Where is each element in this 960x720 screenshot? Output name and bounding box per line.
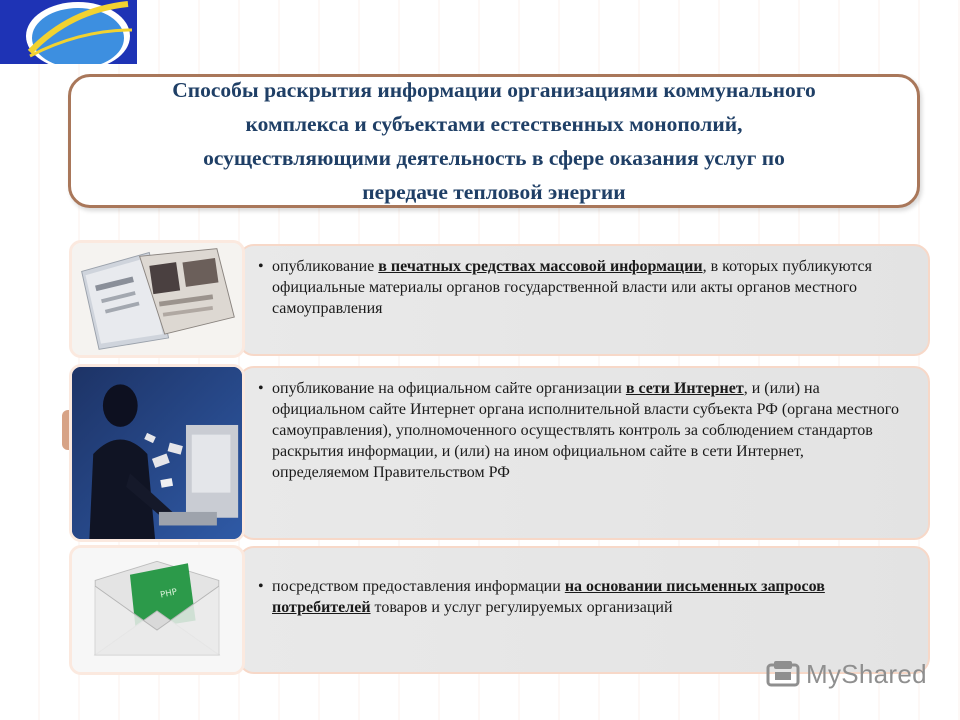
title-box	[68, 74, 920, 208]
list-item	[238, 366, 930, 540]
watermark	[766, 658, 927, 690]
emphasis-text: в сети Интернет	[625, 380, 744, 397]
myshared-logo-icon	[766, 659, 800, 689]
newspapers-photo-icon	[69, 240, 245, 358]
bullet-text: • опубликование в печатных средствах массовой информации, в которых публикуются официальные материалы органов государственной власти или акты органов местного самоуправления	[258, 256, 902, 319]
title-line-2: комплекса и субъектами естественных монополий,	[245, 112, 743, 136]
logo	[0, 0, 137, 64]
emphasis-text: в печатных средствах массовой информации	[378, 258, 703, 275]
person-at-computer-photo-icon	[69, 364, 245, 542]
bullet-text: • опубликование на официальном сайте организации в сети Интернет, и (или) на официальном сайте Интернет органа исполнительной власти субъекта РФ (органа местного самоуправления), уполномоченного осуществлять контроль за соблюдением стандартов раскрытия информации, и (или) на ином официальном сайте в сети Интернет, определяемом Правительством РФ	[258, 378, 902, 483]
globe-logo-icon	[0, 0, 137, 64]
bullet-text: • посредством предоставления информации на основании письменных запросов потребителей товаров и услуг регулируемых организаций	[258, 576, 902, 618]
list-item	[238, 244, 930, 356]
list-item	[238, 546, 930, 674]
title-line-3: осуществляющими деятельность в сфере оказания услуг по	[203, 146, 785, 170]
title-line-4: передаче тепловой энергии	[362, 180, 626, 204]
watermark-text: MyShared	[806, 658, 927, 689]
svg-text:PHP: PHP	[159, 587, 179, 601]
emphasis-text: на основании письменных запросов потребителей	[272, 578, 825, 616]
title-line-1: Способы раскрытия информации организациями коммунального	[172, 78, 816, 102]
slide-title	[172, 73, 816, 209]
email-envelope-photo-icon	[69, 545, 245, 675]
